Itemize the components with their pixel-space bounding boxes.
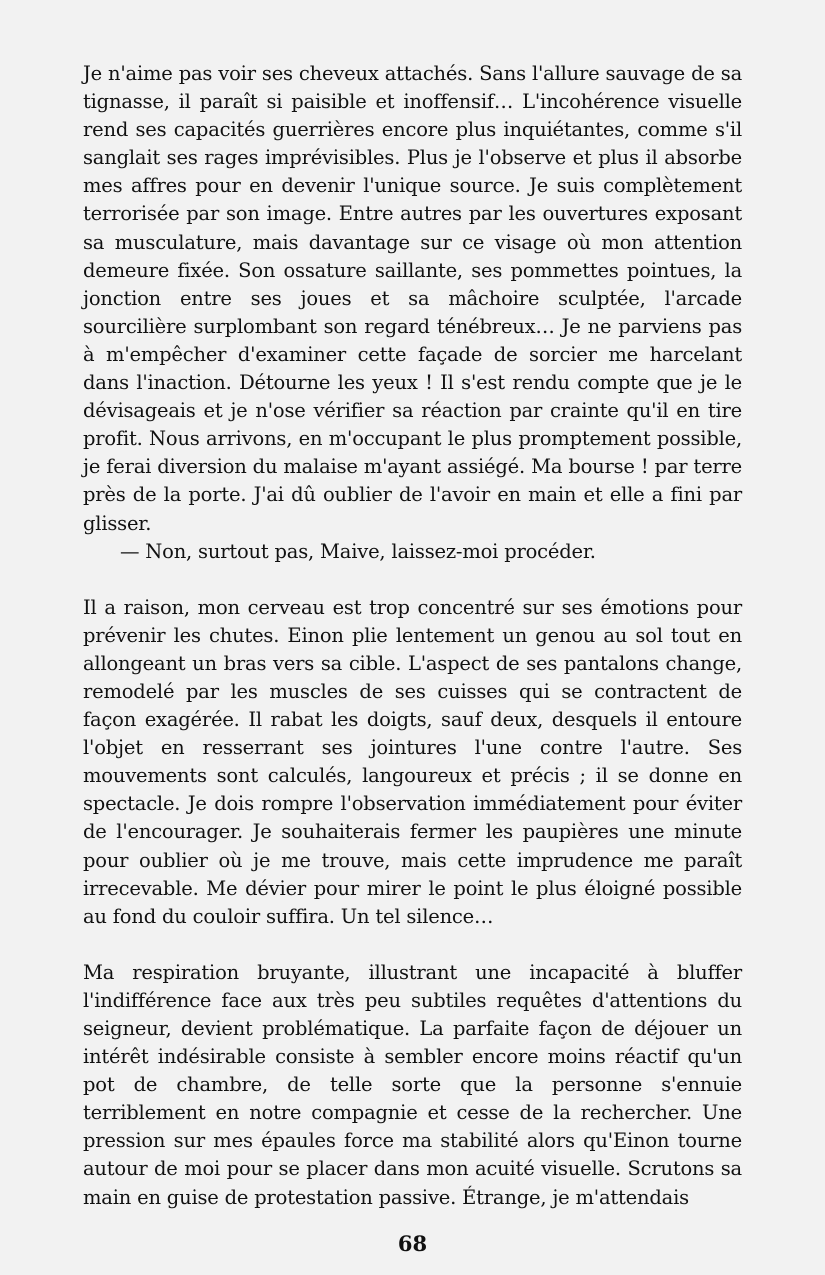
paragraph-3: Ma respiration bruyante, illustrant une incapacité à bluffer l'indifférence face aux très peu subtiles requêtes d'attentions du seigneur, devient problématique. La parfaite façon de déjouer un intérêt indésirable consiste à sembler encore moins réactif qu'un pot de chambre, de telle sorte que la personne s'ennuie terriblement en notre compagnie et cesse de la rechercher. Une pression sur mes épaules force ma stabilité alors qu'Einon tourne autour de moi pour se placer dans mon acuité visuelle. Scrutons sa main en guise de protestation passive. Étrange, je m'attendais [83,960,742,1209]
page-number: 68 [397,1231,428,1256]
paragraph-2: Il a raison, mon cerveau est trop concentré sur ses émotions pour prévenir les chutes. Einon plie lentement un genou au sol tout en allongeant un bras vers sa cible. L'aspect de ses pantalons change, remodelé par les muscles de ses cuisses qui se contractent de façon exagérée. Il rabat les doigts, sauf deux, desquels il entoure l'objet en resserrant ses jointures l'une contre l'autre. Ses mouvements sont calculés, langoureux et précis ; il se donne en spectacle. Je dois rompre l'observation immédiatement pour éviter de l'encourager. Je souhaiterais fermer les paupières une minute pour oublier où je me trouve, mais cette imprudence me paraît irrecevable. Me dévier pour mirer le point le plus éloigné possible au fond du couloir suffira. Un tel silence… [83,595,742,928]
body-text [83,60,742,1212]
dialogue-line: — Non, surtout pas, Maive, laissez-moi procéder. [120,539,596,563]
paragraph-1: Je n'aime pas voir ses cheveux attachés. Sans l'allure sauvage de sa tignasse, il paraît si paisible et inoffensif… L'incohérence visuelle rend ses capacités guerrières encore plus inquiétantes, comme s'il sanglait ses rages imprévisibles. Plus je l'observe et plus il absorbe mes affres pour en devenir l'unique source. Je suis complètement terrorisée par son image. Entre autres par les ouvertures exposant sa musculature, mais davantage sur ce visage où mon attention demeure fixée. Son ossature saillante, ses pommettes pointues, la jonction entre ses joues et sa mâchoire sculptée, l'arcade sourcilière surplombant son regard ténébreux… Je ne parviens pas à m'empêcher d'examiner cette façade de sorcier me harcelant dans l'inaction. Détourne les yeux ! Il s'est rendu compte que je le dévisageais et je n'ose vérifier sa réaction par crainte qu'il en tire profit. Nous arrivons, en m'occupant le plus promptement possible, je ferai diversion du malaise m'ayant assiégé. Ma bourse ! par terre près de la porte. J'ai dû oublier de l'avoir en main et elle a fini par glisser. [83,62,742,535]
